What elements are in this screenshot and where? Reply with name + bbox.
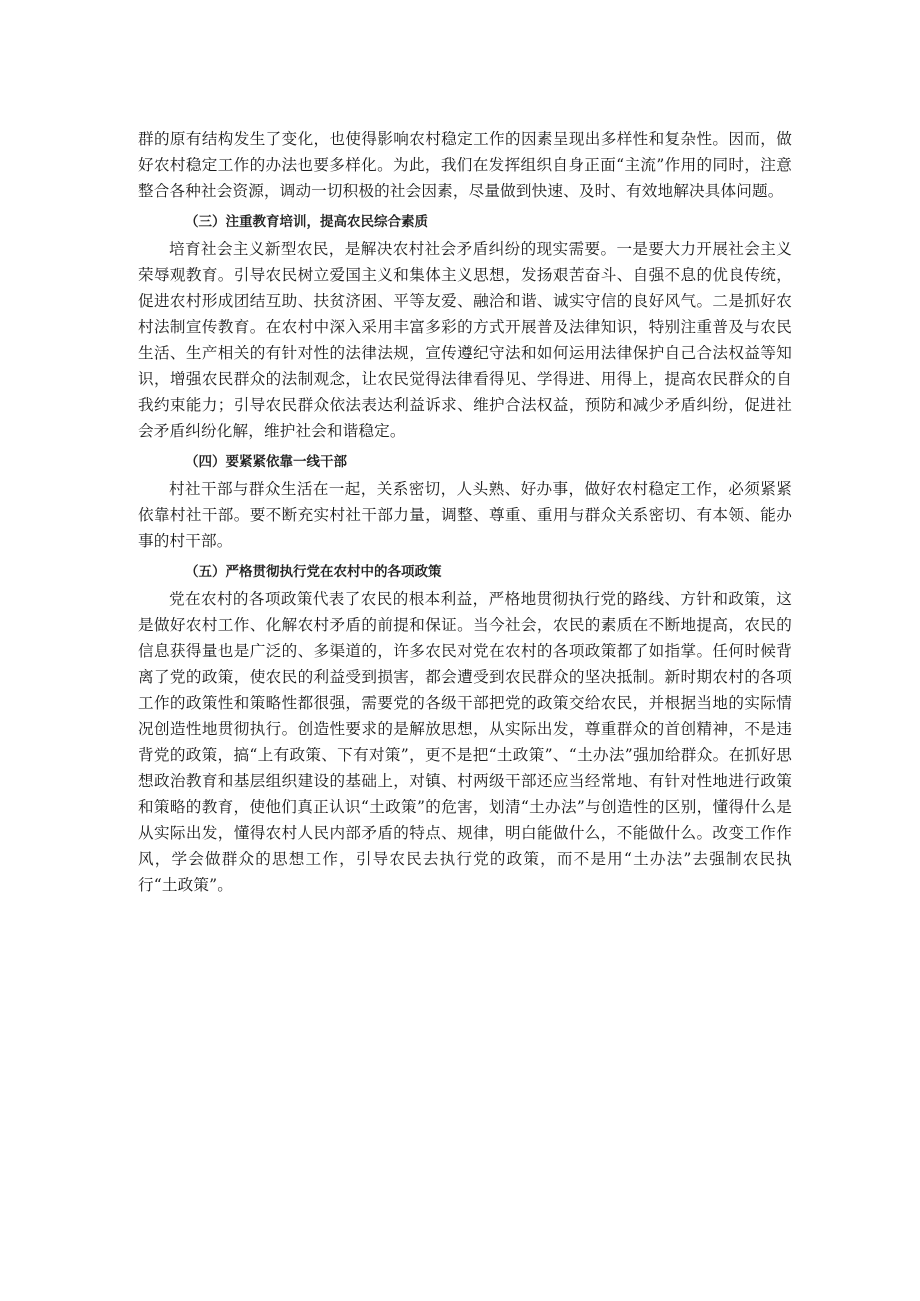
paragraph-section-5: 党在农村的各项政策代表了农民的根本利益，严格地贯彻执行党的路线、方针和政策，这是做好农村工作、化解农村矛盾的前提和保证。当今社会，农民的素质在不断地提高，农民的信息获得量也是广泛的、多渠道的，许多农民对党在农村的各项政策都了如指掌。任何时候背离了党的政策，使农民的利益受到损害，都会遭受到农民群众的坚决抵制。新时期农村的各项工作的政策性和策略性都很强，需要党的各级干部把党的政策交给农民，并根据当地的实际情况创造性地贯彻执行。创造性要求的是解放思想，从实际出发，尊重群众的首创精神，不是违背党的政策，搞“上有政策、下有对策”，更不是把“土政策”、“土办法”强加给群众。在抓好思想政治教育和基层组织建设的基础上，对镇、村两级干部还应当经常地、有针对性地进行政策和策略的教育，使他们真正认识“土政策”的危害，划清“土办法”与创造性的区别，懂得什么是从实际出发，懂得农村人民内部矛盾的特点、规律，明白能做什么，不能做什么。改变工作作风，学会做群众的思想工作，引导农民去执行党的政策，而不是用“土办法”去强制农民执行“土政策”。 xyxy=(138,590,792,894)
paragraph-intro-continuation: 群的原有结构发生了变化，也使得影响农村稳定工作的因素呈现出多样性和复杂性。因而，做好农村稳定工作的办法也要多样化。为此，我们在发挥组织自身正面“主流”作用的同时，注意整合各种社会资源，调动一切积极的社会因素，尽量做到快速、及时、有效地解决具体问题。 xyxy=(138,130,792,200)
paragraph-section-3: 培育社会主义新型农民，是解决农村社会矛盾纠纷的现实需要。一是要大力开展社会主义荣辱观教育。引导农民树立爱国主义和集体主义思想，发扬艰苦奋斗、自强不息的优良传统，促进农村形成团结互助、扶贫济困、平等友爱、融洽和谐、诚实守信的良好风气。二是抓好农村法制宣传教育。在农村中深入采用丰富多彩的方式开展普及法律知识，特别注重普及与农民生活、生产相关的有针对性的法律法规，宣传遵纪守法和如何运用法律保护自己合法权益等知识，增强农民群众的法制观念，让农民觉得法律看得见、学得进、用得上，提高农民群众的自我约束能力；引导农民群众依法表达利益诉求、维护合法权益，预防和减少矛盾纠纷，促进社会矛盾纠纷化解，维护社会和谐稳定。 xyxy=(138,240,792,440)
document-page xyxy=(138,126,792,898)
section-heading-5: （五）严格贯彻执行党在农村中的各项政策 xyxy=(185,564,442,580)
section-heading-4: （四）要紧紧依靠一线干部 xyxy=(185,454,347,470)
section-heading-3: （三）注重教育培训，提高农民综合素质 xyxy=(185,214,428,230)
paragraph-section-4: 村社干部与群众生活在一起，关系密切，人头熟、好办事，做好农村稳定工作，必须紧紧依靠村社干部。要不断充实村社干部力量，调整、尊重、重用与群众关系密切、有本领、能办事的村干部。 xyxy=(138,480,792,550)
